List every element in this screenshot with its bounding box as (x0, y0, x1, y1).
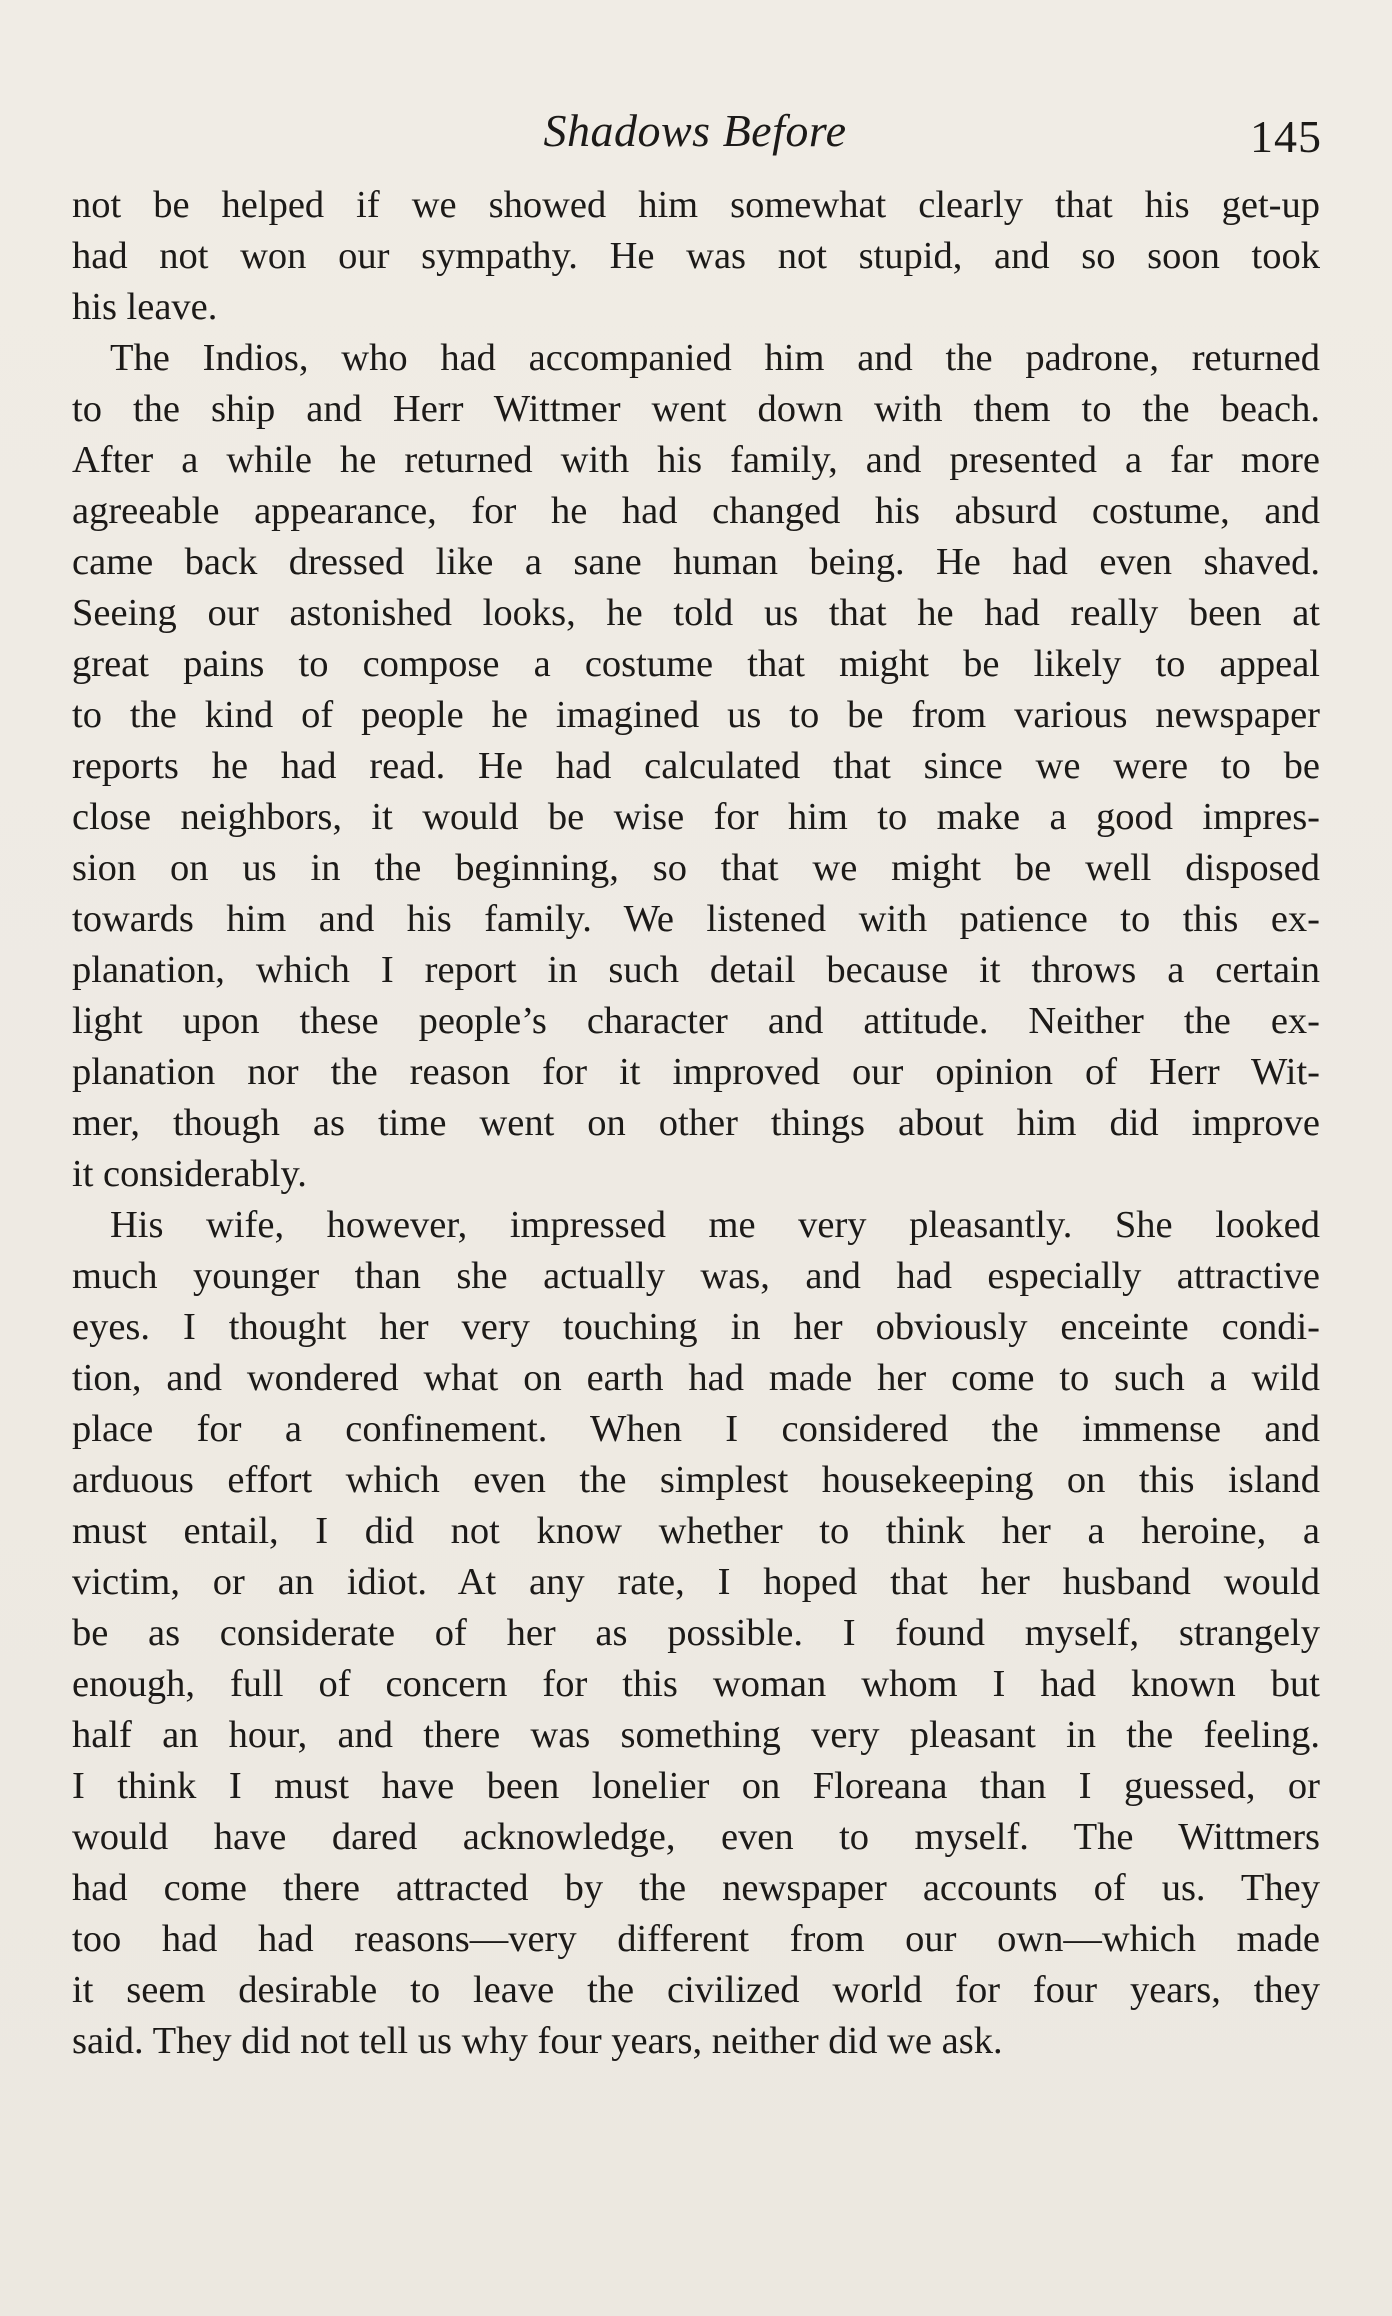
paragraph (72, 1200, 1320, 2067)
text-line: said. They did not tell us why four years, neither did we ask. (72, 2020, 1003, 2062)
text-line: light upon these people’s character and attitude. Neither the ex- (72, 1000, 1320, 1042)
text-line: eyes. I thought her very touching in her obviously enceinte condi- (72, 1306, 1320, 1348)
text-line: planation, which I report in such detail because it throws a certain (72, 949, 1320, 991)
text-line: too had had reasons—very different from our own—which made (72, 1918, 1320, 1960)
text-line: place for a confinement. When I considered the immense and (72, 1408, 1320, 1450)
text-line: I think I must have been lonelier on Floreana than I guessed, or (72, 1765, 1320, 1807)
text-line: not be helped if we showed him somewhat clearly that his get-up (72, 184, 1320, 226)
text-line: much younger than she actually was, and had especially attractive (72, 1255, 1320, 1297)
text-line: sion on us in the beginning, so that we might be well disposed (72, 847, 1320, 889)
text-line: his leave. (72, 286, 218, 328)
text-line: it considerably. (72, 1153, 307, 1195)
text-line: close neighbors, it would be wise for him to make a good impres- (72, 796, 1320, 838)
text-line: enough, full of concern for this woman whom I had known but (72, 1663, 1320, 1705)
text-line: tion, and wondered what on earth had made her come to such a wild (72, 1357, 1320, 1399)
text-line: planation nor the reason for it improved our opinion of Herr Wit- (72, 1051, 1320, 1093)
text-line: half an hour, and there was something very pleasant in the feeling. (72, 1714, 1320, 1756)
text-line: After a while he returned with his family, and presented a far more (72, 439, 1320, 481)
text-line: came back dressed like a sane human being. He had even shaved. (72, 541, 1320, 583)
body-text (72, 180, 1320, 2067)
paragraph (72, 180, 1320, 333)
text-line: to the ship and Herr Wittmer went down with them to the beach. (72, 388, 1320, 430)
chapter-title: Shadows Before (543, 105, 847, 156)
text-line: had not won our sympathy. He was not stupid, and so soon took (72, 235, 1320, 277)
text-line: it seem desirable to leave the civilized world for four years, they (72, 1969, 1320, 2011)
text-line: His wife, however, impressed me very pleasantly. She looked (110, 1204, 1320, 1246)
paragraph (72, 333, 1320, 1200)
text-line: would have dared acknowledge, even to myself. The Wittmers (72, 1816, 1320, 1858)
text-line: be as considerate of her as possible. I found myself, strangely (72, 1612, 1320, 1654)
text-line: towards him and his family. We listened with patience to this ex- (72, 898, 1320, 940)
text-line: great pains to compose a costume that might be likely to appeal (72, 643, 1320, 685)
text-line: The Indios, who had accompanied him and the padrone, returned (110, 337, 1320, 379)
text-line: to the kind of people he imagined us to be from various newspaper (72, 694, 1320, 736)
text-line: must entail, I did not know whether to think her a heroine, a (72, 1510, 1320, 1552)
text-line: agreeable appearance, for he had changed his absurd costume, and (72, 490, 1320, 532)
running-head (70, 104, 1320, 164)
text-line: Seeing our astonished looks, he told us that he had really been at (72, 592, 1320, 634)
text-line: victim, or an idiot. At any rate, I hoped that her husband would (72, 1561, 1320, 1603)
text-line: mer, though as time went on other things about him did improve (72, 1102, 1320, 1144)
text-line: reports he had read. He had calculated that since we were to be (72, 745, 1320, 787)
text-line: had come there attracted by the newspaper accounts of us. They (72, 1867, 1320, 1909)
page-number: 145 (1250, 111, 1322, 162)
text-line: arduous effort which even the simplest housekeeping on this island (72, 1459, 1320, 1501)
